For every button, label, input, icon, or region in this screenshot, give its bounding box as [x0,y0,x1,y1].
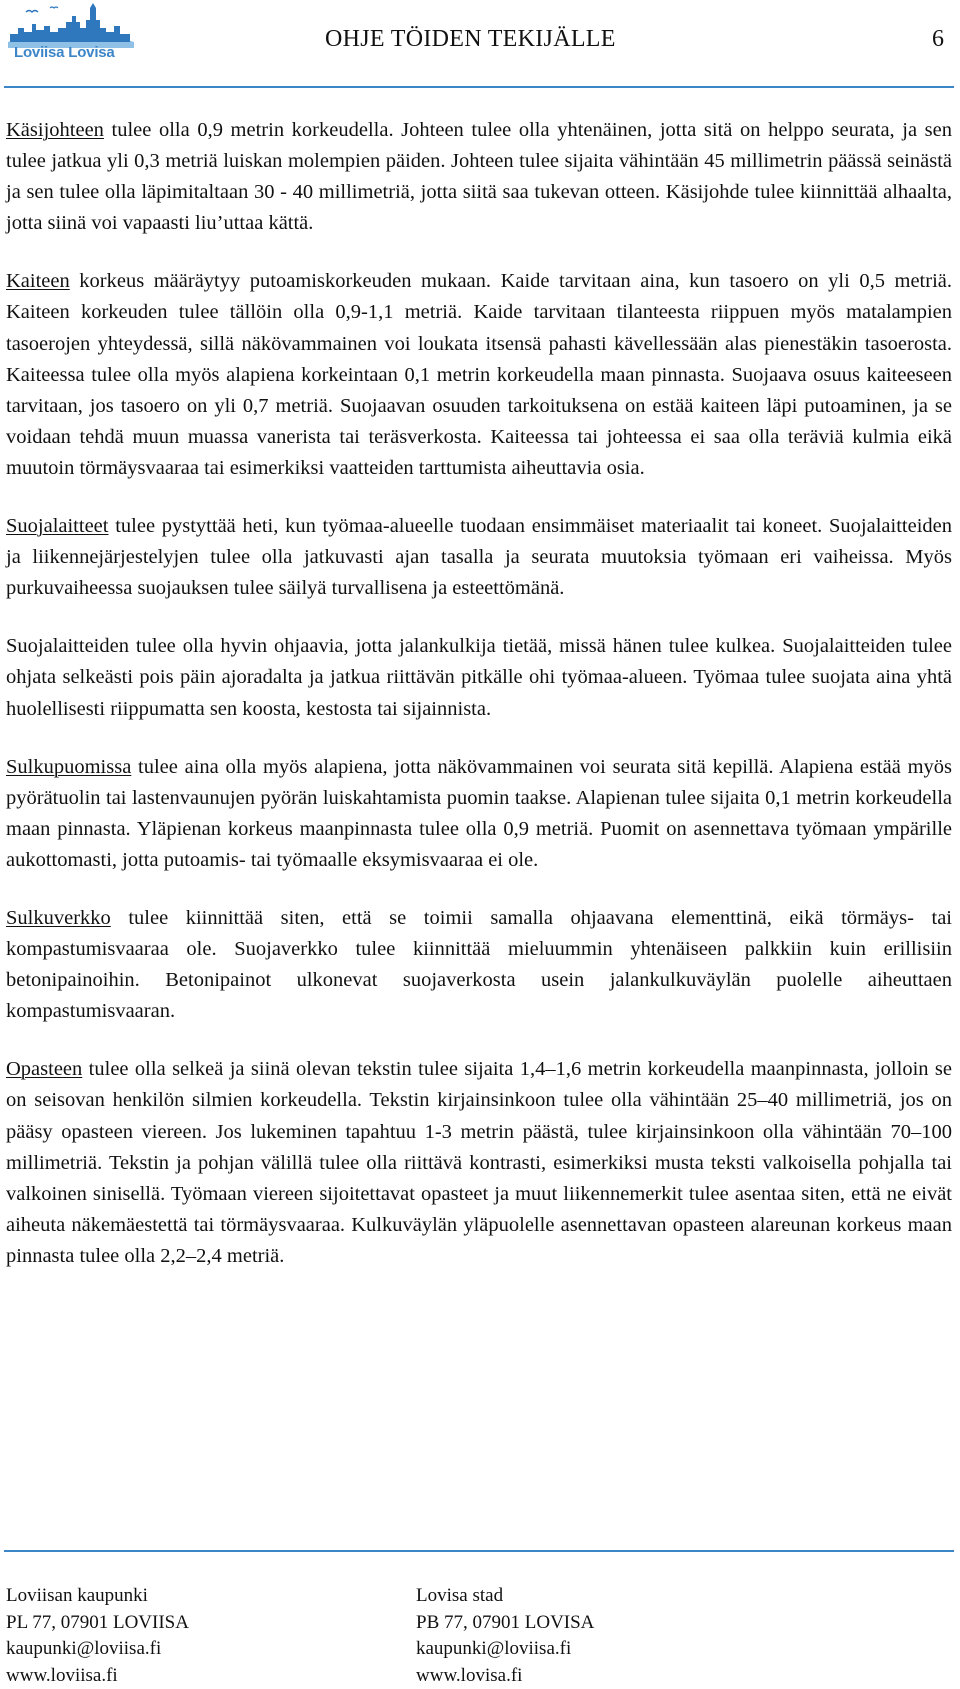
footer-address: PB 77, 07901 LOVISA [416,1610,594,1637]
paragraph-signage [6,1054,952,1272]
footer-address: PL 77, 07901 LOVIISA [6,1610,189,1637]
term-handrail: Käsijohteen [6,119,104,141]
term-signage: Opasteen [6,1058,82,1080]
footer-org-name: Loviisan kaupunki [6,1583,189,1610]
paragraph-protective-devices [6,511,952,604]
paragraph-text: tulee olla selkeä ja siinä olevan tekstin tulee sijaita 1,4–1,6 metrin korkeudella maanpinnasta, jolloin se on seisovan henkilön silmien korkeudella. Tekstin kirjainsinkoon tulee olla vähintään 25–40 millimetriä, jos on pääsy opasteen viereen. Jos lukeminen tapahtuu 1-3 metrin päästä, tulee kirjainsinkoon olla vähintään 70–100 millimetriä. Tekstin ja pohjan välillä tulee olla riittävä kontrasti, esimerkiksi musta teksti valkoisella pohjalla tai valkoinen sinisellä. Työmaan viereen sijoitettavat opasteet ja muut liikennemerkit tulee asentaa siten, että ne eivät aiheuta näkemäestettä tai törmäysvaaraa. Kulkuväylän yläpuolelle asennettavan opasteen alareunan korkeus maan pinnasta tulee olla 2,2–2,4 metriä. [6,1058,952,1267]
page-number: 6 [932,26,944,53]
footer-divider [4,1550,954,1552]
footer-website: www.lovisa.fi [416,1663,594,1689]
town-skyline-icon [6,2,136,74]
footer-email: kaupunki@loviisa.fi [416,1636,594,1663]
paragraph-text: tulee aina olla myös alapiena, jotta näkövammainen voi seurata sitä kepillä. Alapiena estää myös pyörätuolin tai lastenvaunujen pyörän luiskahtamista puomin taakse. Alapienan tulee sijaita 0,1 metrin korkeudella maan pinnasta. Yläpienan korkeus maanpinnasta tulee olla 0,9 metriä. Puomit on asennettava työmaan ympärille aukottomasti, jotta putoamis- tai työmaalle eksymisvaaraa ei ole. [6,756,952,871]
logo-text: Loviisa Lovisa [14,44,115,61]
paragraph-text: korkeus määräytyy putoamiskorkeuden mukaan. Kaide tarvitaan aina, kun tasoero on yli 0,5 metriä. Kaiteen korkeuden tulee tällöin olla 0,9-1,1 metriä. Kaide tarvitaan tilanteesta riippuen myös matalampien tasoerojen yhteydessä, sillä näkövammainen voi loukata itsensä pahasti kävellessään alas pienestäkin tasoerosta. Kaiteessa tulee olla myös alapiena korkeintaan 0,1 metrin korkeudella maan pinnasta. Suojaava osuus kaiteeseen tarvitaan, jos tasoero on yli 0,7 metriä. Suojaavan osuuden tarkoituksena on estää kaiteen läpi putoaminen, ja se voidaan tehdä muun muassa vanerista tai teräsverkosta. Kaiteessa tai johteessa ei saa olla teräviä kulmia eikä muutoin törmäysvaaraa tai esimerkiksi vaatteiden tarttumista aiheuttavia osia. [6,270,952,479]
paragraph-guidance [6,631,952,724]
footer-email: kaupunki@loviisa.fi [6,1636,189,1663]
footer-org-name: Lovisa stad [416,1583,594,1610]
paragraph-barrier [6,752,952,876]
term-railing: Kaiteen [6,270,70,292]
document-title: OHJE TÖIDEN TEKIJÄLLE [325,26,616,53]
header-divider [4,86,954,88]
paragraph-text: Suojalaitteiden tulee olla hyvin ohjaavia, jotta jalankulkija tietää, missä hänen tulee kulkea. Suojalaitteiden tulee ohjata selkeästi pois päin ajoradalta ja jatkua riittävän pitkälle ohi työmaa-alueen. Työmaa tulee suojata aina yhtä huolellisesti riippumatta sen koosta, kestosta tai sijainnista. [6,635,952,719]
footer-swedish-contact [416,1583,594,1689]
term-protective-devices: Suojalaitteet [6,515,108,537]
term-fence: Sulkuverkko [6,907,111,929]
paragraph-text: tulee pystyttää heti, kun työmaa-alueelle tuodaan ensimmäiset materiaalit tai koneet. Suojalaitteiden ja liikennejärjestelyjen tulee olla jatkuvasti ajan tasalla ja seurata muutoksia työmaan eri vaiheissa. Myös purkuvaiheessa suojauksen tulee säilyä turvallisena ja esteettömänä. [6,515,952,599]
paragraph-text: tulee kiinnittää siten, että se toimii samalla ohjaavana elementtinä, eikä törmäys- tai kompastumisvaaraa ole. Suojaverkko tulee kiinnittää mieluummin yhtenäiseen palkkiin kuin erillisiin betonipainoihin. Betonipainot ulkonevat suojaverkosta usein jalankulkuväylän puolelle aiheuttaen kompastumisvaaran. [6,907,952,1022]
city-logo [6,2,136,74]
term-barrier: Sulkupuomissa [6,756,131,778]
paragraph-text: tulee olla 0,9 metrin korkeudella. Johteen tulee olla yhtenäinen, jotta sitä on helppo seurata, ja sen tulee jatkua yli 0,3 metriä luiskan molempien päiden. Johteen tulee sijaita vähintään 45 millimetrin päässä seinästä ja sen tulee olla läpimitaltaan 30 - 40 millimetriä, jotta siitä saa tukevan otteen. Käsijohde tulee kiinnittää alhaalta, jotta siinä voi vapaasti liu’uttaa kättä. [6,119,952,234]
document-body [6,115,952,1299]
footer-website: www.loviisa.fi [6,1663,189,1689]
page-header [0,0,960,92]
paragraph-handrail [6,115,952,239]
footer-finnish-contact [6,1583,189,1689]
paragraph-railing [6,266,952,484]
paragraph-fence [6,903,952,1027]
